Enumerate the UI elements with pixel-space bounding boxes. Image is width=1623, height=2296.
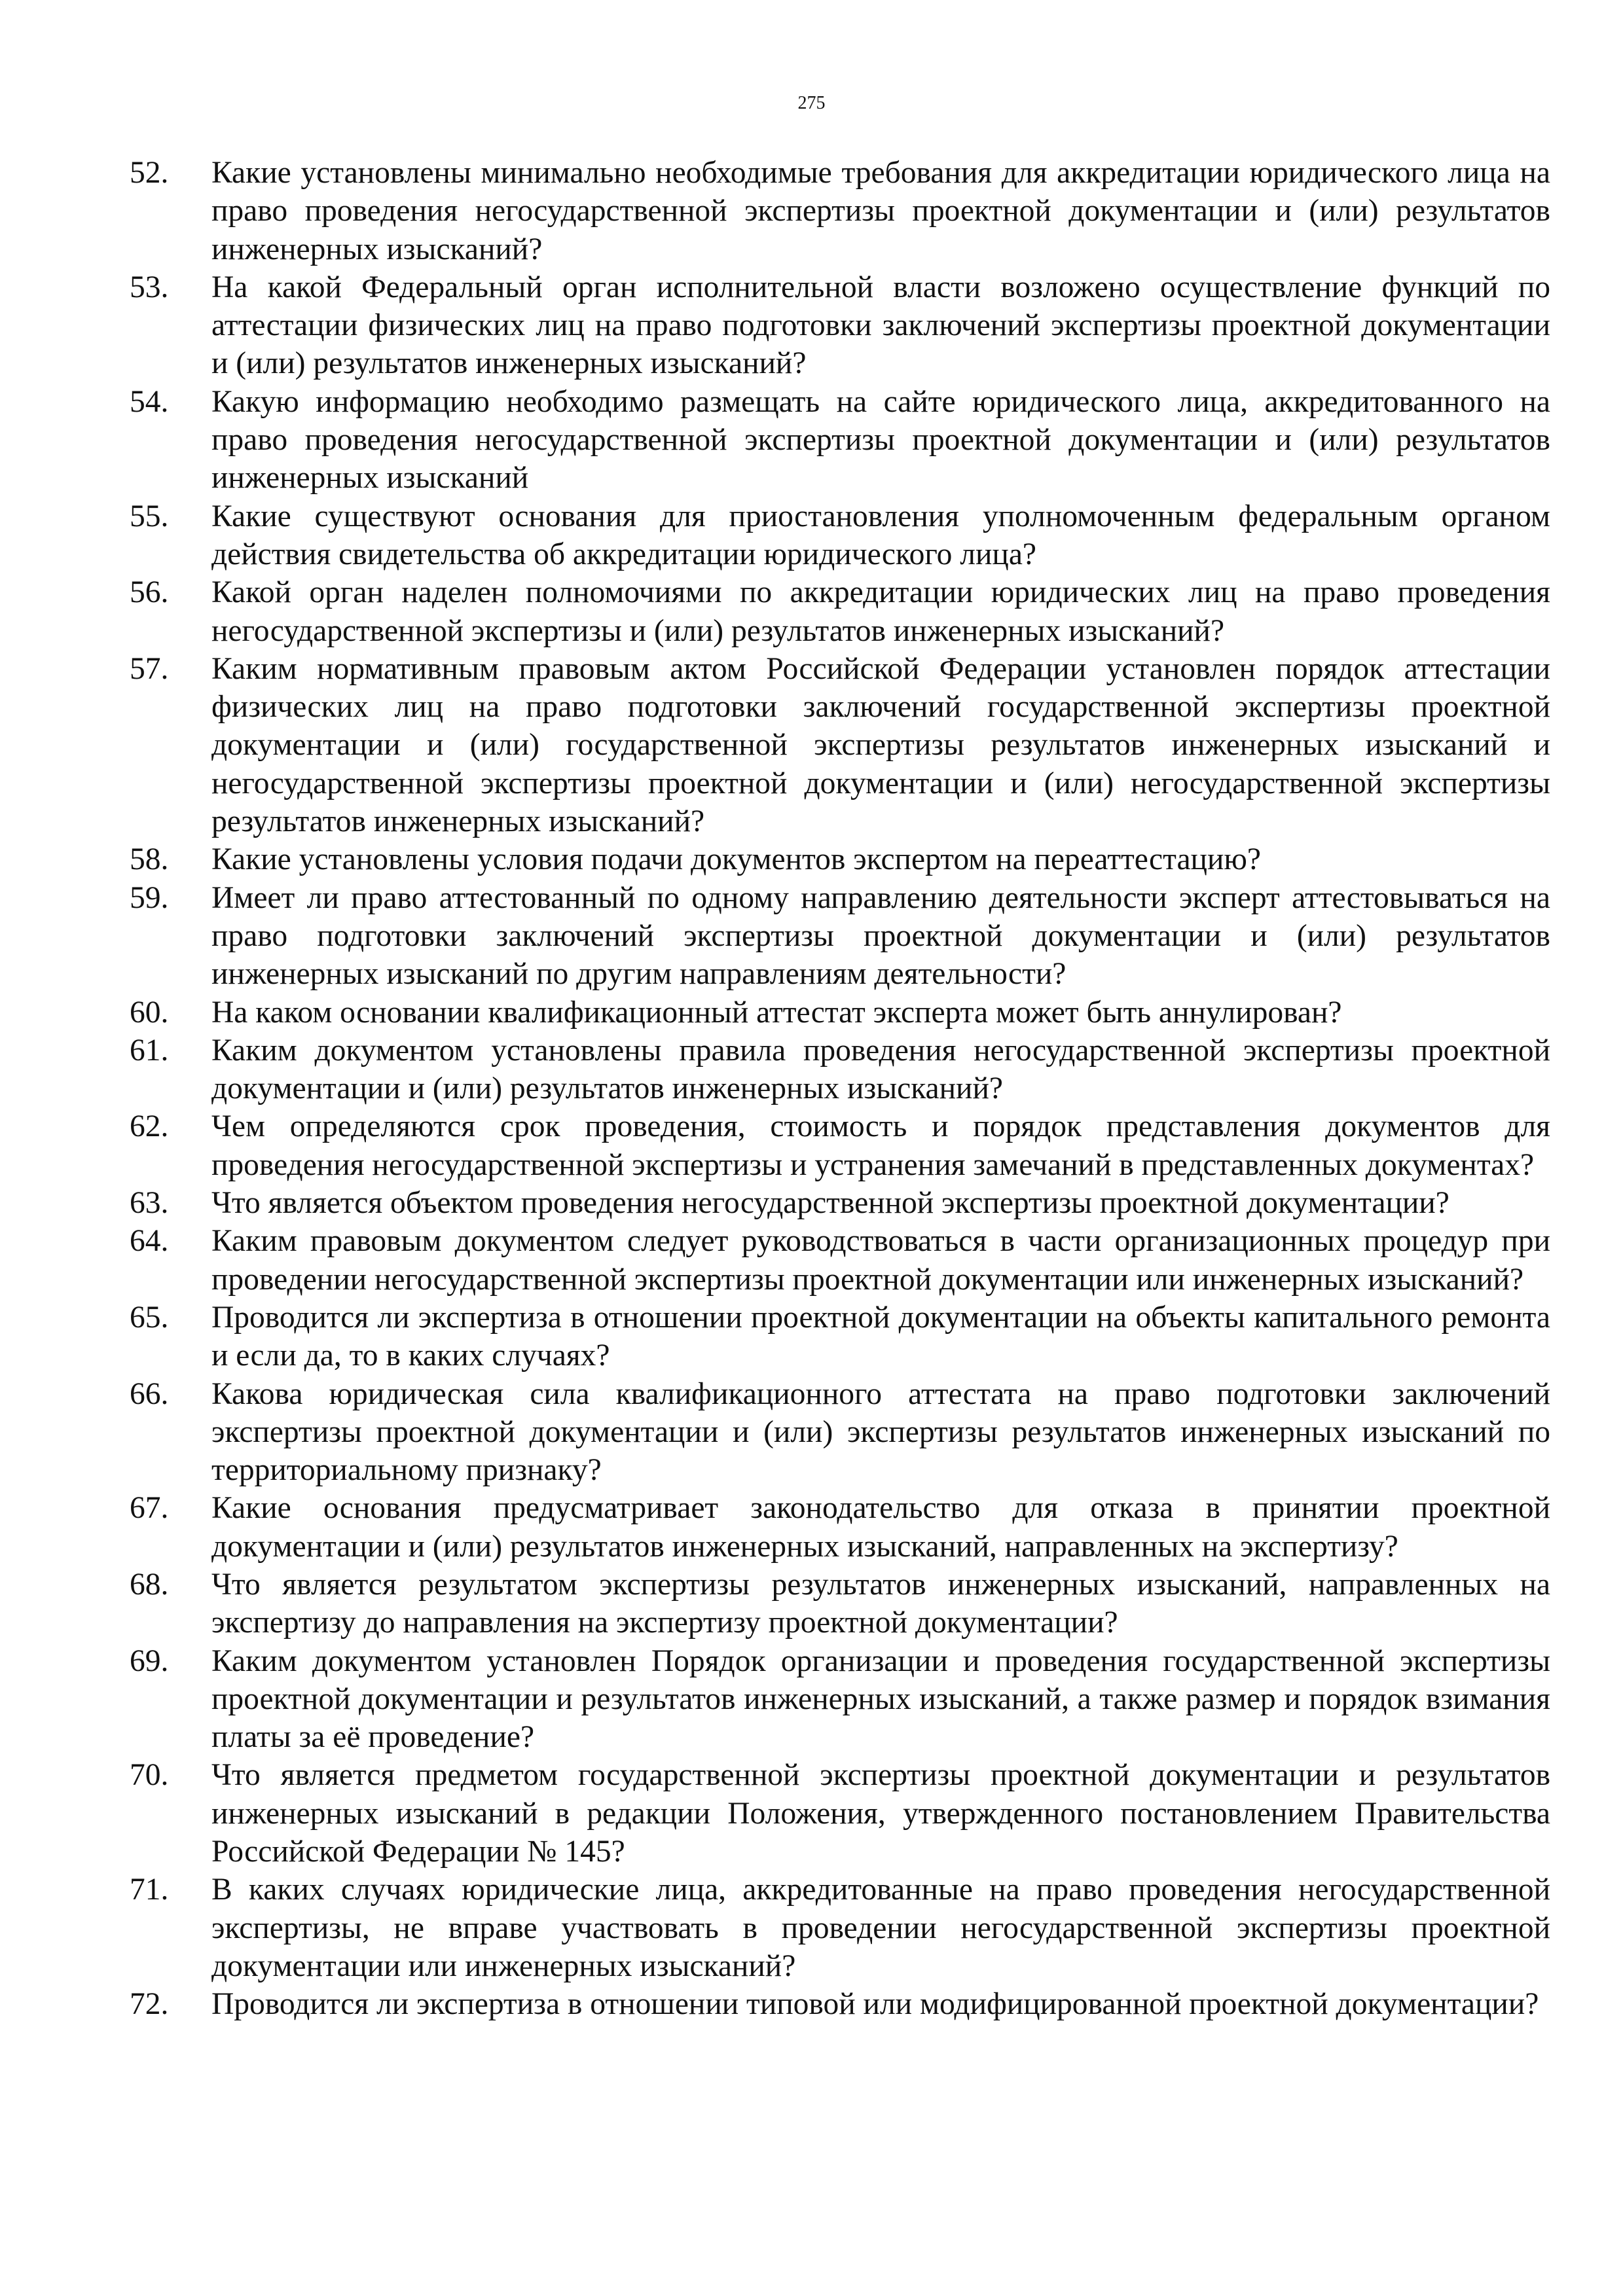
question-text: На какой Федеральный орган исполнительной власти возложено осуществление функций по аттестации физических лиц на право подготовки заключений экспертизы проектной документации и (или) результатов инженерных изысканий? xyxy=(211,270,1550,381)
question-text: Проводится ли экспертиза в отношении типовой или модифицированной проектной документации? xyxy=(211,1987,1539,2022)
question-item xyxy=(130,994,1550,1031)
question-item xyxy=(130,1642,1550,1757)
question-item xyxy=(130,840,1550,878)
question-number: 68. xyxy=(130,1567,169,1602)
question-number: 53. xyxy=(130,270,169,304)
question-text: Что является предметом государственной экспертизы проектной документации и результатов инженерных изысканий в редакции Положения, утвержденного постановлением Правительства Российской Федерации № 145? xyxy=(211,1758,1550,1869)
question-number: 67. xyxy=(130,1491,169,1526)
question-number: 54. xyxy=(130,384,169,419)
question-number: 60. xyxy=(130,995,169,1030)
question-number: 65. xyxy=(130,1300,169,1335)
question-item xyxy=(130,1031,1550,1108)
question-text: Каким правовым документом следует руководствоваться в части организационных процедур при проведении негосударственной экспертизы проектной документации или инженерных изысканий? xyxy=(211,1224,1550,1297)
question-item xyxy=(130,1375,1550,1490)
question-text: Каким документом установлены правила проведения негосударственной экспертизы проектной документации и (или) результатов инженерных изысканий? xyxy=(211,1033,1550,1106)
question-item xyxy=(130,1107,1550,1184)
question-number: 57. xyxy=(130,651,169,686)
question-text: Какой орган наделен полномочиями по аккредитации юридических лиц на право проведения негосударственной экспертизы и (или) результатов инженерных изысканий? xyxy=(211,575,1550,648)
question-item xyxy=(130,268,1550,383)
question-text: Что является результатом экспертизы результатов инженерных изысканий, направленных на экспертизу до направления на экспертизу проектной документации? xyxy=(211,1567,1550,1640)
question-number: 64. xyxy=(130,1224,169,1259)
question-number: 55. xyxy=(130,499,169,533)
question-text: Какие существуют основания для приостановления уполномоченным федеральным органом действия свидетельства об аккредитации юридического лица? xyxy=(211,499,1550,571)
question-item xyxy=(130,1566,1550,1642)
question-text: Каким документом установлен Порядок организации и проведения государственной экспертизы проектной документации и результатов инженерных изысканий, а также размер и порядок взимания платы за её проведение? xyxy=(211,1643,1550,1755)
question-item xyxy=(130,879,1550,994)
question-number: 70. xyxy=(130,1758,169,1793)
question-number: 69. xyxy=(130,1643,169,1678)
question-text: Какова юридическая сила квалификационного аттестата на право подготовки заключений экспертизы проектной документации и (или) экспертизы результатов инженерных изысканий по территориальному признаку? xyxy=(211,1376,1550,1488)
question-text: Какую информацию необходимо размещать на сайте юридического лица, аккредитованного на право проведения негосударственной экспертизы проектной документации и (или) результатов инженерных изысканий xyxy=(211,384,1550,495)
question-number: 66. xyxy=(130,1376,169,1411)
question-item xyxy=(130,1184,1550,1222)
question-text: Какие установлены минимально необходимые требования для аккредитации юридического лица на право проведения негосударственной экспертизы проектной документации и (или) результатов инженерных изысканий? xyxy=(211,156,1550,266)
question-item xyxy=(130,383,1550,497)
question-number: 58. xyxy=(130,842,169,877)
question-number: 63. xyxy=(130,1186,169,1221)
question-item xyxy=(130,1985,1550,2023)
question-number: 56. xyxy=(130,575,169,610)
question-item xyxy=(130,1756,1550,1871)
question-text: Что является объектом проведения негосударственной экспертизы проектной документации? xyxy=(211,1186,1450,1221)
question-text: Имеет ли право аттестованный по одному направлению деятельности эксперт аттестовываться на право подготовки заключений экспертизы проектной документации и (или) результатов инженерных изысканий по другим направлениям деятельности? xyxy=(211,880,1550,992)
question-number: 71. xyxy=(130,1873,169,1907)
question-item xyxy=(130,650,1550,840)
question-text: В каких случаях юридические лица, аккредитованные на право проведения негосударственной экспертизы, не вправе участвовать в проведении негосударственной экспертизы проектной документации или инженерных изысканий? xyxy=(211,1873,1550,1983)
question-item xyxy=(130,1871,1550,1985)
question-item xyxy=(130,573,1550,650)
question-number: 59. xyxy=(130,880,169,915)
question-number: 61. xyxy=(130,1033,169,1067)
question-number: 62. xyxy=(130,1109,169,1144)
page-number: 275 xyxy=(797,93,826,113)
question-list xyxy=(130,154,1550,2024)
question-item xyxy=(130,1299,1550,1375)
question-item xyxy=(130,497,1550,574)
question-item xyxy=(130,1222,1550,1299)
question-text: Чем определяются срок проведения, стоимость и порядок представления документов для проведения негосударственной экспертизы и устранения замечаний в представленных документах? xyxy=(211,1109,1550,1182)
question-number: 52. xyxy=(130,156,169,190)
question-text: Каким нормативным правовым актом Российской Федерации установлен порядок аттестации физических лиц на право подготовки заключений государственной экспертизы проектной документации и (или) государственной экспертизы результатов инженерных изысканий и негосударственной экспертизы проектной документации и (или) негосударственной экспертизы результатов инженерных изысканий? xyxy=(211,651,1550,839)
question-number: 72. xyxy=(130,1987,169,2022)
question-text: На каком основании квалификационный аттестат эксперта может быть аннулирован? xyxy=(211,995,1342,1030)
question-text: Какие основания предусматривает законодательство для отказа в принятии проектной документации и (или) результатов инженерных изысканий, направленных на экспертизу? xyxy=(211,1491,1550,1564)
question-item xyxy=(130,154,1550,268)
question-text: Проводится ли экспертиза в отношении проектной документации на объекты капитального ремонта и если да, то в каких случаях? xyxy=(211,1300,1550,1373)
question-item xyxy=(130,1489,1550,1566)
question-text: Какие установлены условия подачи документов экспертом на переаттестацию? xyxy=(211,842,1261,877)
